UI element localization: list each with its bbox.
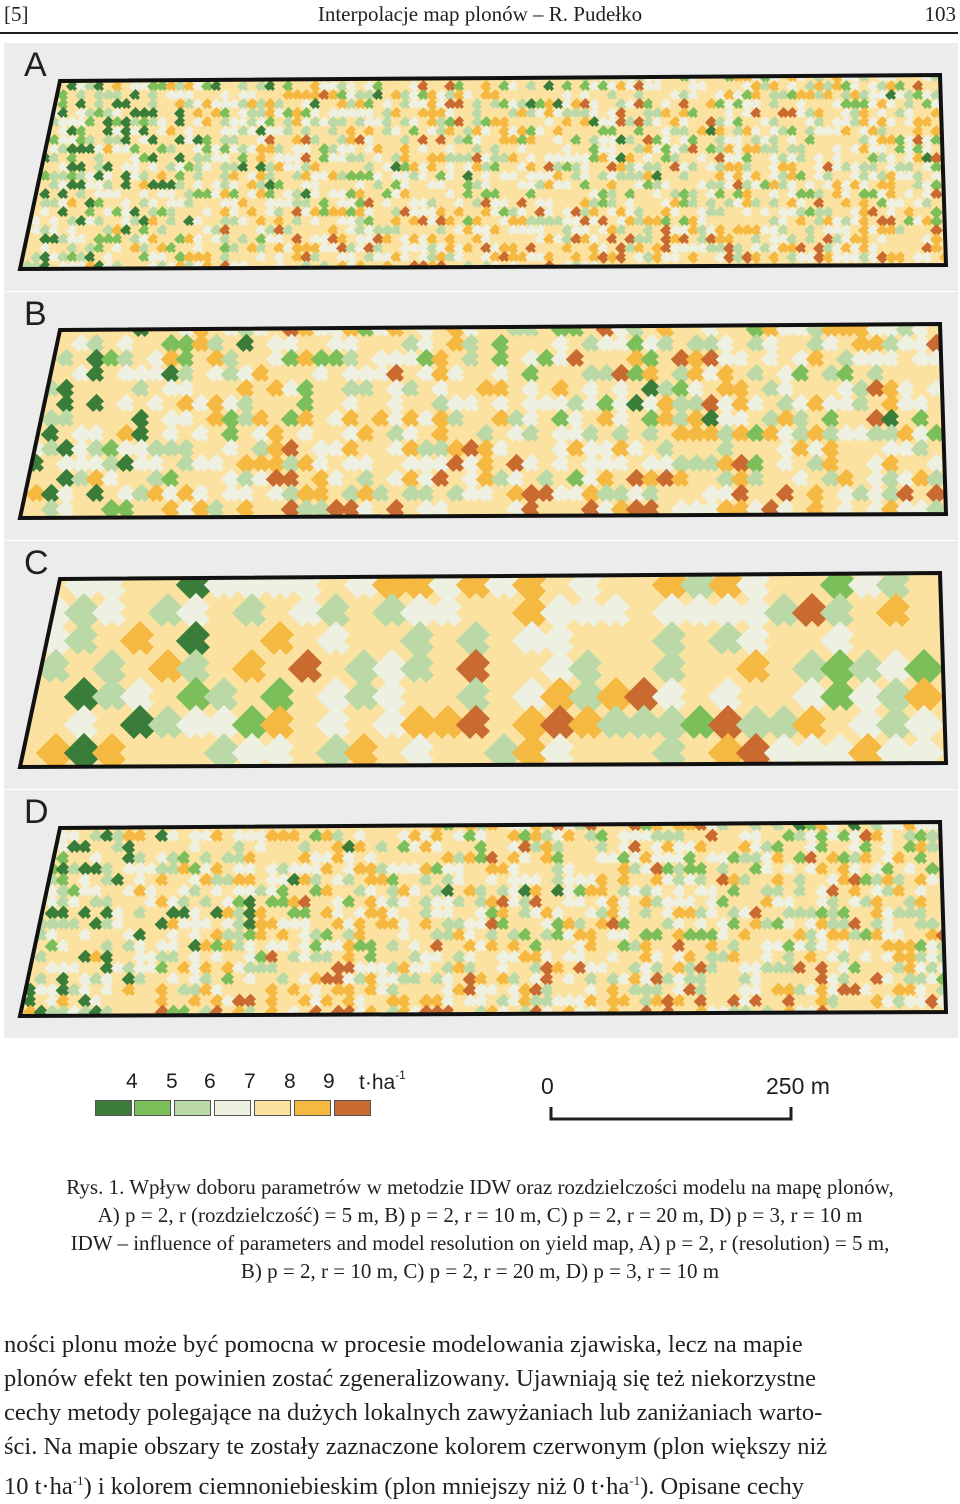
legend-label-5: 5 [166, 1070, 178, 1093]
panel-label-b: B [24, 295, 47, 333]
legend-label-4: 4 [126, 1070, 138, 1093]
yield-raster [20, 319, 947, 521]
yield-raster [20, 71, 952, 273]
legend-label-9: 9 [323, 1070, 335, 1093]
figure-caption-pl-1: Rys. 1. Wpływ doboru parametrów w metodzie IDW oraz rozdzielczości modelu na mapę plonów, [66, 1175, 894, 1199]
legend-swatch-8-9 [294, 1100, 331, 1116]
yield-raster [8, 565, 946, 773]
body-line-1: ności plonu może być pomocna w procesie modelowania zjawiska, lecz na mapie [4, 1331, 803, 1358]
scale-end-label: 250 m [766, 1073, 830, 1099]
legend-swatch-5-6 [174, 1100, 211, 1116]
yield-map-d [4, 790, 958, 1038]
scale-start-label: 0 [541, 1073, 554, 1099]
yield-map-panel-b [4, 292, 958, 540]
body-line-3: cechy metody polegające na dużych lokalnych zawyżaniach lub zaniżaniach warto- [4, 1399, 823, 1426]
yield-map-panel-c [4, 541, 958, 789]
legend-swatch-7-8 [254, 1100, 291, 1116]
yield-legend [0, 1060, 960, 1140]
header-title: Interpolacje map plonów – R. Pudełko [317, 2, 643, 26]
yield-map-panel-a [4, 43, 958, 291]
legend-swatch-above-9 [334, 1100, 371, 1116]
legend-label-6: 6 [204, 1070, 216, 1093]
panel-label-c: C [24, 544, 49, 582]
body-line-2: plonów efekt ten powinien zostać zgeneralizowany. Ujawniają się też niekorzystne [4, 1365, 817, 1392]
body-paragraph [4, 1328, 958, 1504]
legend-swatch-below-4 [95, 1100, 132, 1116]
header-section-number: [5] [4, 2, 29, 26]
figure-caption-en-2: B) p = 2, r = 10 m, C) p = 2, r = 20 m, D) p = 3, r = 10 m [240, 1259, 720, 1283]
yield-map-panel-d [4, 790, 958, 1038]
yield-map-c [4, 541, 958, 789]
legend-label-7: 7 [244, 1070, 256, 1093]
scale-bar [549, 1107, 793, 1121]
legend-unit: $t\cdot ha^{-1}$ [359, 1068, 406, 1094]
panel-label-a: A [24, 46, 47, 84]
page-number: 103 [924, 2, 956, 26]
header-rule [0, 32, 958, 34]
panel-label-d: D [24, 793, 49, 831]
body-line-5: 10 $t\cdot ha^{-1}$) i kolorem ciemnoniebieskim (plon mniejszy niż 0 $t\cdot ha^{-1}$). Opisane cechy [4, 1473, 805, 1501]
yield-map-a [4, 43, 958, 291]
figure-caption-pl-2: A) p = 2, r (rozdzielczość) = 5 m, B) p = 2, r = 10 m, C) p = 2, r = 20 m, D) p = 3, r = 10 m [97, 1203, 863, 1227]
body-line-4: ści. Na mapie obszary te zostały zaznaczone kolorem czerwonym (plon większy niż [4, 1433, 828, 1460]
legend-label-8: 8 [284, 1070, 296, 1093]
legend-swatch-4-5 [134, 1100, 171, 1116]
figure-caption-en-1: IDW – influence of parameters and model resolution on yield map, A) p = 2, r (resolution) = 5 m, [70, 1231, 890, 1255]
yield-raster [20, 818, 951, 1021]
legend-swatch-6-7 [214, 1100, 251, 1116]
yield-map-b [4, 292, 958, 540]
running-header [0, 0, 960, 32]
